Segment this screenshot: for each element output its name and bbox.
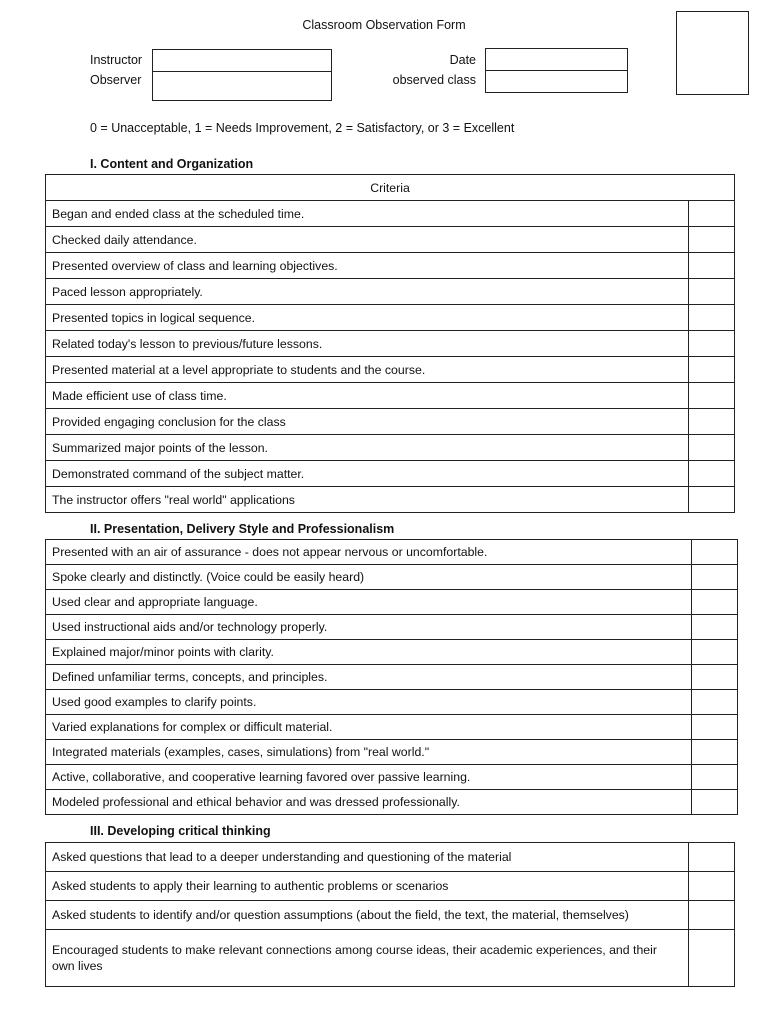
criteria-table-3 bbox=[45, 842, 735, 987]
criterion-text: Presented with an air of assurance - does not appear nervous or uncomfortable. bbox=[46, 540, 692, 565]
instructor-label: Instructor bbox=[90, 53, 143, 67]
score-cell[interactable] bbox=[689, 305, 735, 331]
table-row bbox=[46, 227, 735, 253]
table-row bbox=[46, 765, 738, 790]
section-title: III. Developing critical thinking bbox=[90, 824, 271, 838]
observer-label: Observer bbox=[90, 73, 142, 87]
score-cell[interactable] bbox=[689, 435, 735, 461]
table-row bbox=[46, 790, 738, 815]
criterion-text: Used instructional aids and/or technology properly. bbox=[46, 615, 692, 640]
form-title: Classroom Observation Form bbox=[302, 18, 466, 32]
score-cell[interactable] bbox=[689, 901, 735, 930]
table-row bbox=[46, 615, 738, 640]
table-row bbox=[46, 872, 735, 901]
score-cell[interactable] bbox=[689, 331, 735, 357]
criterion-text: Used good examples to clarify points. bbox=[46, 690, 692, 715]
score-cell[interactable] bbox=[689, 930, 735, 987]
criterion-text: Spoke clearly and distinctly. (Voice could be easily heard) bbox=[46, 565, 692, 590]
score-cell[interactable] bbox=[689, 227, 735, 253]
criterion-text: Used clear and appropriate language. bbox=[46, 590, 692, 615]
table-row bbox=[46, 740, 738, 765]
score-cell[interactable] bbox=[692, 765, 738, 790]
observed-class-field[interactable] bbox=[485, 70, 628, 93]
table-row bbox=[46, 540, 738, 565]
score-cell[interactable] bbox=[692, 690, 738, 715]
table-row bbox=[46, 690, 738, 715]
criterion-text: Related today's lesson to previous/future lessons. bbox=[46, 331, 689, 357]
criteria-table-2 bbox=[45, 539, 738, 815]
score-cell[interactable] bbox=[689, 872, 735, 901]
score-cell[interactable] bbox=[692, 790, 738, 815]
criterion-text: Paced lesson appropriately. bbox=[46, 279, 689, 305]
table-row bbox=[46, 487, 735, 513]
criteria-header: Criteria bbox=[46, 175, 735, 201]
criterion-text: Modeled professional and ethical behavior and was dressed professionally. bbox=[46, 790, 692, 815]
criterion-text: Presented overview of class and learning objectives. bbox=[46, 253, 689, 279]
criterion-text: Provided engaging conclusion for the class bbox=[46, 409, 689, 435]
table-row bbox=[46, 279, 735, 305]
score-cell[interactable] bbox=[692, 740, 738, 765]
criterion-text: Began and ended class at the scheduled time. bbox=[46, 201, 689, 227]
observer-field[interactable] bbox=[152, 71, 332, 101]
score-cell[interactable] bbox=[692, 615, 738, 640]
criterion-text: Summarized major points of the lesson. bbox=[46, 435, 689, 461]
rating-scale-legend: 0 = Unacceptable, 1 = Needs Improvement, 2 = Satisfactory, or 3 = Excellent bbox=[90, 121, 515, 135]
table-row bbox=[46, 253, 735, 279]
photo-box bbox=[676, 11, 749, 95]
criterion-text: Asked students to apply their learning to authentic problems or scenarios bbox=[46, 872, 689, 901]
section-title: II. Presentation, Delivery Style and Professionalism bbox=[90, 522, 395, 536]
score-cell[interactable] bbox=[692, 715, 738, 740]
table-row bbox=[46, 901, 735, 930]
criterion-text: The instructor offers "real world" applications bbox=[46, 487, 689, 513]
table-row bbox=[46, 305, 735, 331]
score-cell[interactable] bbox=[689, 383, 735, 409]
score-cell[interactable] bbox=[692, 590, 738, 615]
score-cell[interactable] bbox=[689, 461, 735, 487]
table-row bbox=[46, 843, 735, 872]
criterion-text: Active, collaborative, and cooperative learning favored over passive learning. bbox=[46, 765, 692, 790]
score-cell[interactable] bbox=[692, 640, 738, 665]
score-cell[interactable] bbox=[692, 665, 738, 690]
table-row bbox=[46, 201, 735, 227]
score-cell[interactable] bbox=[692, 540, 738, 565]
table-row bbox=[46, 565, 738, 590]
date-field[interactable] bbox=[485, 48, 628, 71]
table-row bbox=[46, 435, 735, 461]
table-row bbox=[46, 409, 735, 435]
criterion-text: Explained major/minor points with clarity. bbox=[46, 640, 692, 665]
section-title: I. Content and Organization bbox=[90, 157, 254, 171]
score-cell[interactable] bbox=[692, 565, 738, 590]
criteria-table-1 bbox=[45, 174, 735, 513]
criterion-text: Checked daily attendance. bbox=[46, 227, 689, 253]
criterion-text: Demonstrated command of the subject matter. bbox=[46, 461, 689, 487]
observed-class-label: observed class bbox=[392, 73, 476, 87]
table-row bbox=[46, 715, 738, 740]
table-row bbox=[46, 665, 738, 690]
criterion-text: Defined unfamiliar terms, concepts, and principles. bbox=[46, 665, 692, 690]
table-row bbox=[46, 383, 735, 409]
table-row bbox=[46, 357, 735, 383]
score-cell[interactable] bbox=[689, 279, 735, 305]
date-label: Date bbox=[449, 53, 476, 67]
criterion-text: Asked students to identify and/or question assumptions (about the field, the text, the material, themselves) bbox=[46, 901, 689, 930]
criterion-text: Varied explanations for complex or difficult material. bbox=[46, 715, 692, 740]
table-row bbox=[46, 590, 738, 615]
table-row bbox=[46, 461, 735, 487]
criterion-text: Made efficient use of class time. bbox=[46, 383, 689, 409]
criterion-text: Presented topics in logical sequence. bbox=[46, 305, 689, 331]
score-cell[interactable] bbox=[689, 487, 735, 513]
table-row bbox=[46, 640, 738, 665]
instructor-field[interactable] bbox=[152, 49, 332, 72]
criterion-text: Asked questions that lead to a deeper understanding and questioning of the material bbox=[46, 843, 689, 872]
criterion-text: Encouraged students to make relevant connections among course ideas, their academic experiences, and their own lives bbox=[46, 930, 689, 987]
criterion-text: Integrated materials (examples, cases, simulations) from "real world." bbox=[46, 740, 692, 765]
score-cell[interactable] bbox=[689, 357, 735, 383]
score-cell[interactable] bbox=[689, 409, 735, 435]
table-row bbox=[46, 930, 735, 987]
score-cell[interactable] bbox=[689, 843, 735, 872]
score-cell[interactable] bbox=[689, 253, 735, 279]
score-cell[interactable] bbox=[689, 201, 735, 227]
criterion-text: Presented material at a level appropriate to students and the course. bbox=[46, 357, 689, 383]
table-row bbox=[46, 331, 735, 357]
